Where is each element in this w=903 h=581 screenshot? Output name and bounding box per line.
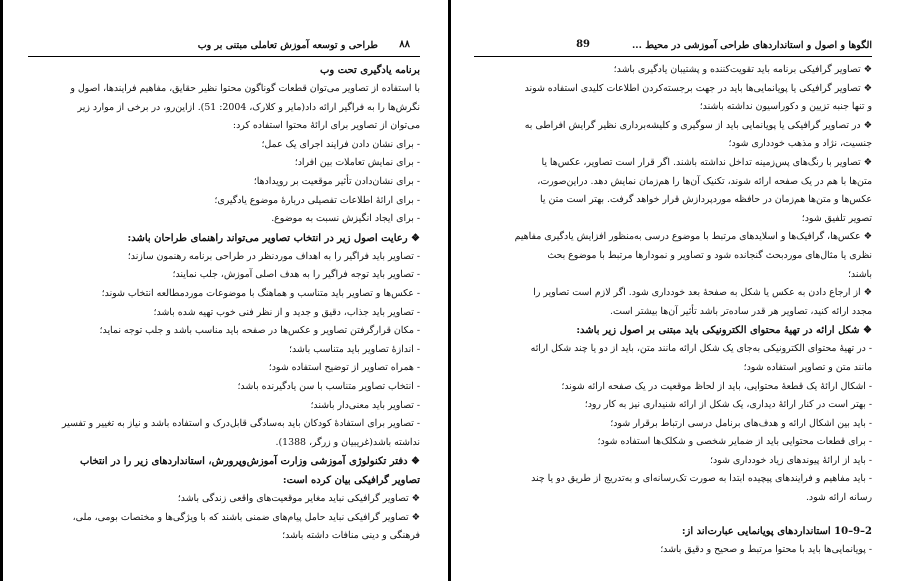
running-title: الگوها و اصول و استانداردهای طراحی آموزشی در محیط ... — [631, 40, 872, 51]
list-item: - مکان قرارگرفتن تصاویر و عکس‌ها در صفحه باید مناسب باشد و جلب توجه نماید؛ — [99, 325, 420, 337]
list-item: - اشکال ارائهٔ یک قطعهٔ محتوایی، باید از لحاظ موقعیت در یک صفحه ارائه شوند؛ — [561, 380, 872, 392]
list-item: ❖ تصاویر گرافیکی نباید مغایر موقعیت‌های واقعی زندگی باشد؛ — [177, 493, 420, 505]
list-item: - برای نمایش تعاملات بین افراد؛ — [294, 157, 420, 169]
list-item: - عکس‌ها و تصاویر باید متناسب و هماهنگ با موضوعات موردمطالعه انتخاب شوند؛ — [101, 287, 420, 299]
section-heading: تصاویر گرافیکی بیان کرده است: — [282, 475, 420, 487]
section-heading: ❖ رعایت اصول زیر در انتخاب تصاویر می‌تواند راهنمای طراحان باشد: — [127, 232, 420, 244]
text-line: و تنها جنبه تزیین و دکوراسیون نداشته باشند؛ — [699, 101, 872, 113]
page-edge — [0, 0, 3, 581]
list-item: - برای قطعات محتوایی باید از ضمایر شخصی و شکلک‌ها استفاده شود؛ — [597, 436, 872, 448]
text-line: مانند متن و تصاویر استفاده شود؛ — [743, 361, 872, 373]
text-line: نداشته باشد(غریبیان و زرگر، 1388). — [275, 436, 420, 448]
list-item: - بهتر است در کنار ارائهٔ دیداری، یک شکل از ارائه شنیداری نیز به کار رود؛ — [584, 399, 872, 411]
text-line: با استفاده از تصاویر می‌توان قطعات گوناگون محتوا نظیر حقایق، مفاهیم فرایندها، اصول و — [70, 83, 420, 94]
section-heading: 2–9–10 استانداردهای پویانمایی عبارت‌اند از: — [681, 525, 872, 537]
page-number: ۸۸ — [399, 39, 410, 50]
right-page-header — [474, 30, 872, 57]
list-item: - باید از ارائهٔ پیوندهای زیاد خودداری شود؛ — [710, 454, 872, 466]
list-item: - اندازهٔ تصاویر باید متناسب باشد؛ — [289, 343, 420, 355]
list-item: - برای ایجاد انگیزش نسبت به موضوع. — [271, 213, 420, 225]
list-item: ❖ از ارجاع دادن به عکس یا شکل به صفحهٔ بعد خودداری شود. اگر لازم است تصاویر را — [533, 287, 872, 299]
text-line: عکس‌ها و متن‌ها هم‌زمان در حافظه موردپردازش قرار خواهد گرفت. بهتر است متن یا — [540, 194, 872, 206]
text-line: نظری یا مثال‌های موردبحث گنجانده شود و تصاویر و نمودارها مرتبط با موضوع بحث — [547, 249, 872, 261]
list-item: - باید بین اشکال ارائه و هدف‌های برنامل درسی ارتباط برقرار شود؛ — [610, 417, 872, 429]
page-number: 89 — [576, 39, 590, 50]
list-item: - برای ارائهٔ اطلاعات تفصیلی دربارهٔ موضوع یادگیری؛ — [214, 194, 420, 206]
book-spine — [448, 0, 451, 581]
right-page — [474, 30, 872, 575]
list-item: ❖ تصاویر با رنگ‌های پس‌زمینه تداخل نداشته باشند. اگر قرار است تصاویر، عکس‌ها یا — [541, 156, 872, 168]
text-line: تصویر تلفیق شود؛ — [801, 212, 872, 224]
list-item: - برای نشان‌دادن تأثیر موقعیت بر رویدادها؛ — [253, 175, 420, 187]
list-item: - در تهیهٔ محتوای الکترونیکی به‌جای یک شکل ارائه مانند متن، باید از دو یا چند شکل ارائه — [530, 343, 872, 355]
text-line: می‌توان از تصاویر برای ارائهٔ محتوا استفاده کرد: — [232, 120, 420, 132]
text-line: نگرش‌ها را به فراگیر ارائه داد(مایر و کلارک، 2004: 51). ازاین‌رو، در برخی از موارد زیر — [77, 101, 420, 113]
text-line: رسانه ارائه شود. — [805, 492, 872, 504]
list-item: ❖ تصاویر گرافیکی برنامه باید تقویت‌کننده و پشتیبان یادگیری باشد؛ — [613, 64, 872, 75]
text-line: مجدد ارائه کنید، تصاویر هر قدر ساده‌تر باشد تأثیر آن‌ها بیشتر است. — [610, 305, 872, 317]
list-item: ❖ در تصاویر گرافیکی یا پویانمایی باید از سوگیری و کلیشه‌برداری نظیر گرایش افراطی به — [524, 119, 872, 131]
list-item: ❖ عکس‌ها، گرافیک‌ها و اسلایدهای مرتبط با موضوع درسی به‌منظور افزایش یادگیری مفاهیم — [514, 231, 872, 243]
left-page — [28, 30, 420, 575]
text-line: متن‌ها با هم در یک صفحه ارائه شوند، تکنیک آن‌ها را هم‌زمان نمایش دهد. دراین‌صورت، — [537, 175, 872, 187]
list-item: - تصاویر باید توجه فراگیر را به هدف اصلی آموزش، جلب نمایند؛ — [172, 269, 420, 281]
list-item: - تصاویر برای استفادهٔ کودکان باید به‌سادگی قابل‌درک و استفاده باشد و نیاز به تغییر و تفسیر — [61, 418, 420, 430]
list-item: - پویانمایی‌ها باید با محتوا مرتبط و صحیح و دقیق باشد؛ — [660, 543, 872, 555]
section-heading: ❖ دفتر تکنولوژی آموزشی وزارت آموزش‌وپرورش، استانداردهای زیر را در انتخاب — [80, 456, 420, 468]
section-heading: برنامه یادگیری تحت وب — [320, 65, 420, 76]
list-item: - تصاویر باید جذاب، دقیق و جدید و از نظر فنی خوب تهیه شده باشد؛ — [153, 306, 420, 318]
text-line: فرهنگی و دینی منافات داشته باشد؛ — [282, 530, 420, 542]
list-item: - تصاویر باید معنی‌دار باشند؛ — [310, 399, 420, 411]
running-title: طراحی و توسعه آموزش تعاملی مبتنی بر وب — [197, 40, 378, 51]
list-item: - باید مفاهیم و فرایندهای پیچیده ابتدا به صورت تک‌رسانه‌ای و به‌تدریج از طریق دو یا چند — [531, 473, 872, 485]
left-body — [28, 61, 420, 546]
section-heading: ❖ شکل ارائه در تهیهٔ محتوای الکترونیکی باید مبتنی بر اصول زیر باشد: — [576, 325, 872, 337]
list-item: - تصاویر باید فراگیر را به اهداف موردنظر در طراحی برنامه رهنمون سازند؛ — [127, 250, 420, 262]
right-body — [474, 61, 872, 559]
left-page-header — [28, 30, 420, 57]
list-item: - برای نشان دادن فرایند اجرای یک عمل؛ — [261, 138, 420, 150]
list-item: - انتخاب تصاویر متناسب با سن یادگیرنده باشد؛ — [237, 380, 420, 392]
list-item: ❖ تصاویر گرافیکی یا پویانمایی‌ها باید در جهت برجسته‌کردن اطلاعات کلیدی استفاده شوند — [524, 82, 872, 94]
list-item: ❖ تصاویر گرافیکی نباید حامل پیام‌های ضمنی باشند که با ویژگی‌ها و مختصات بومی، ملی، — [72, 511, 420, 523]
list-item: - همراه تصاویر از توضیح استفاده شود؛ — [268, 362, 420, 374]
text-line: باشند؛ — [847, 268, 872, 280]
text-line: جنسیت، نژاد و مذهب خودداری شود؛ — [728, 138, 872, 150]
